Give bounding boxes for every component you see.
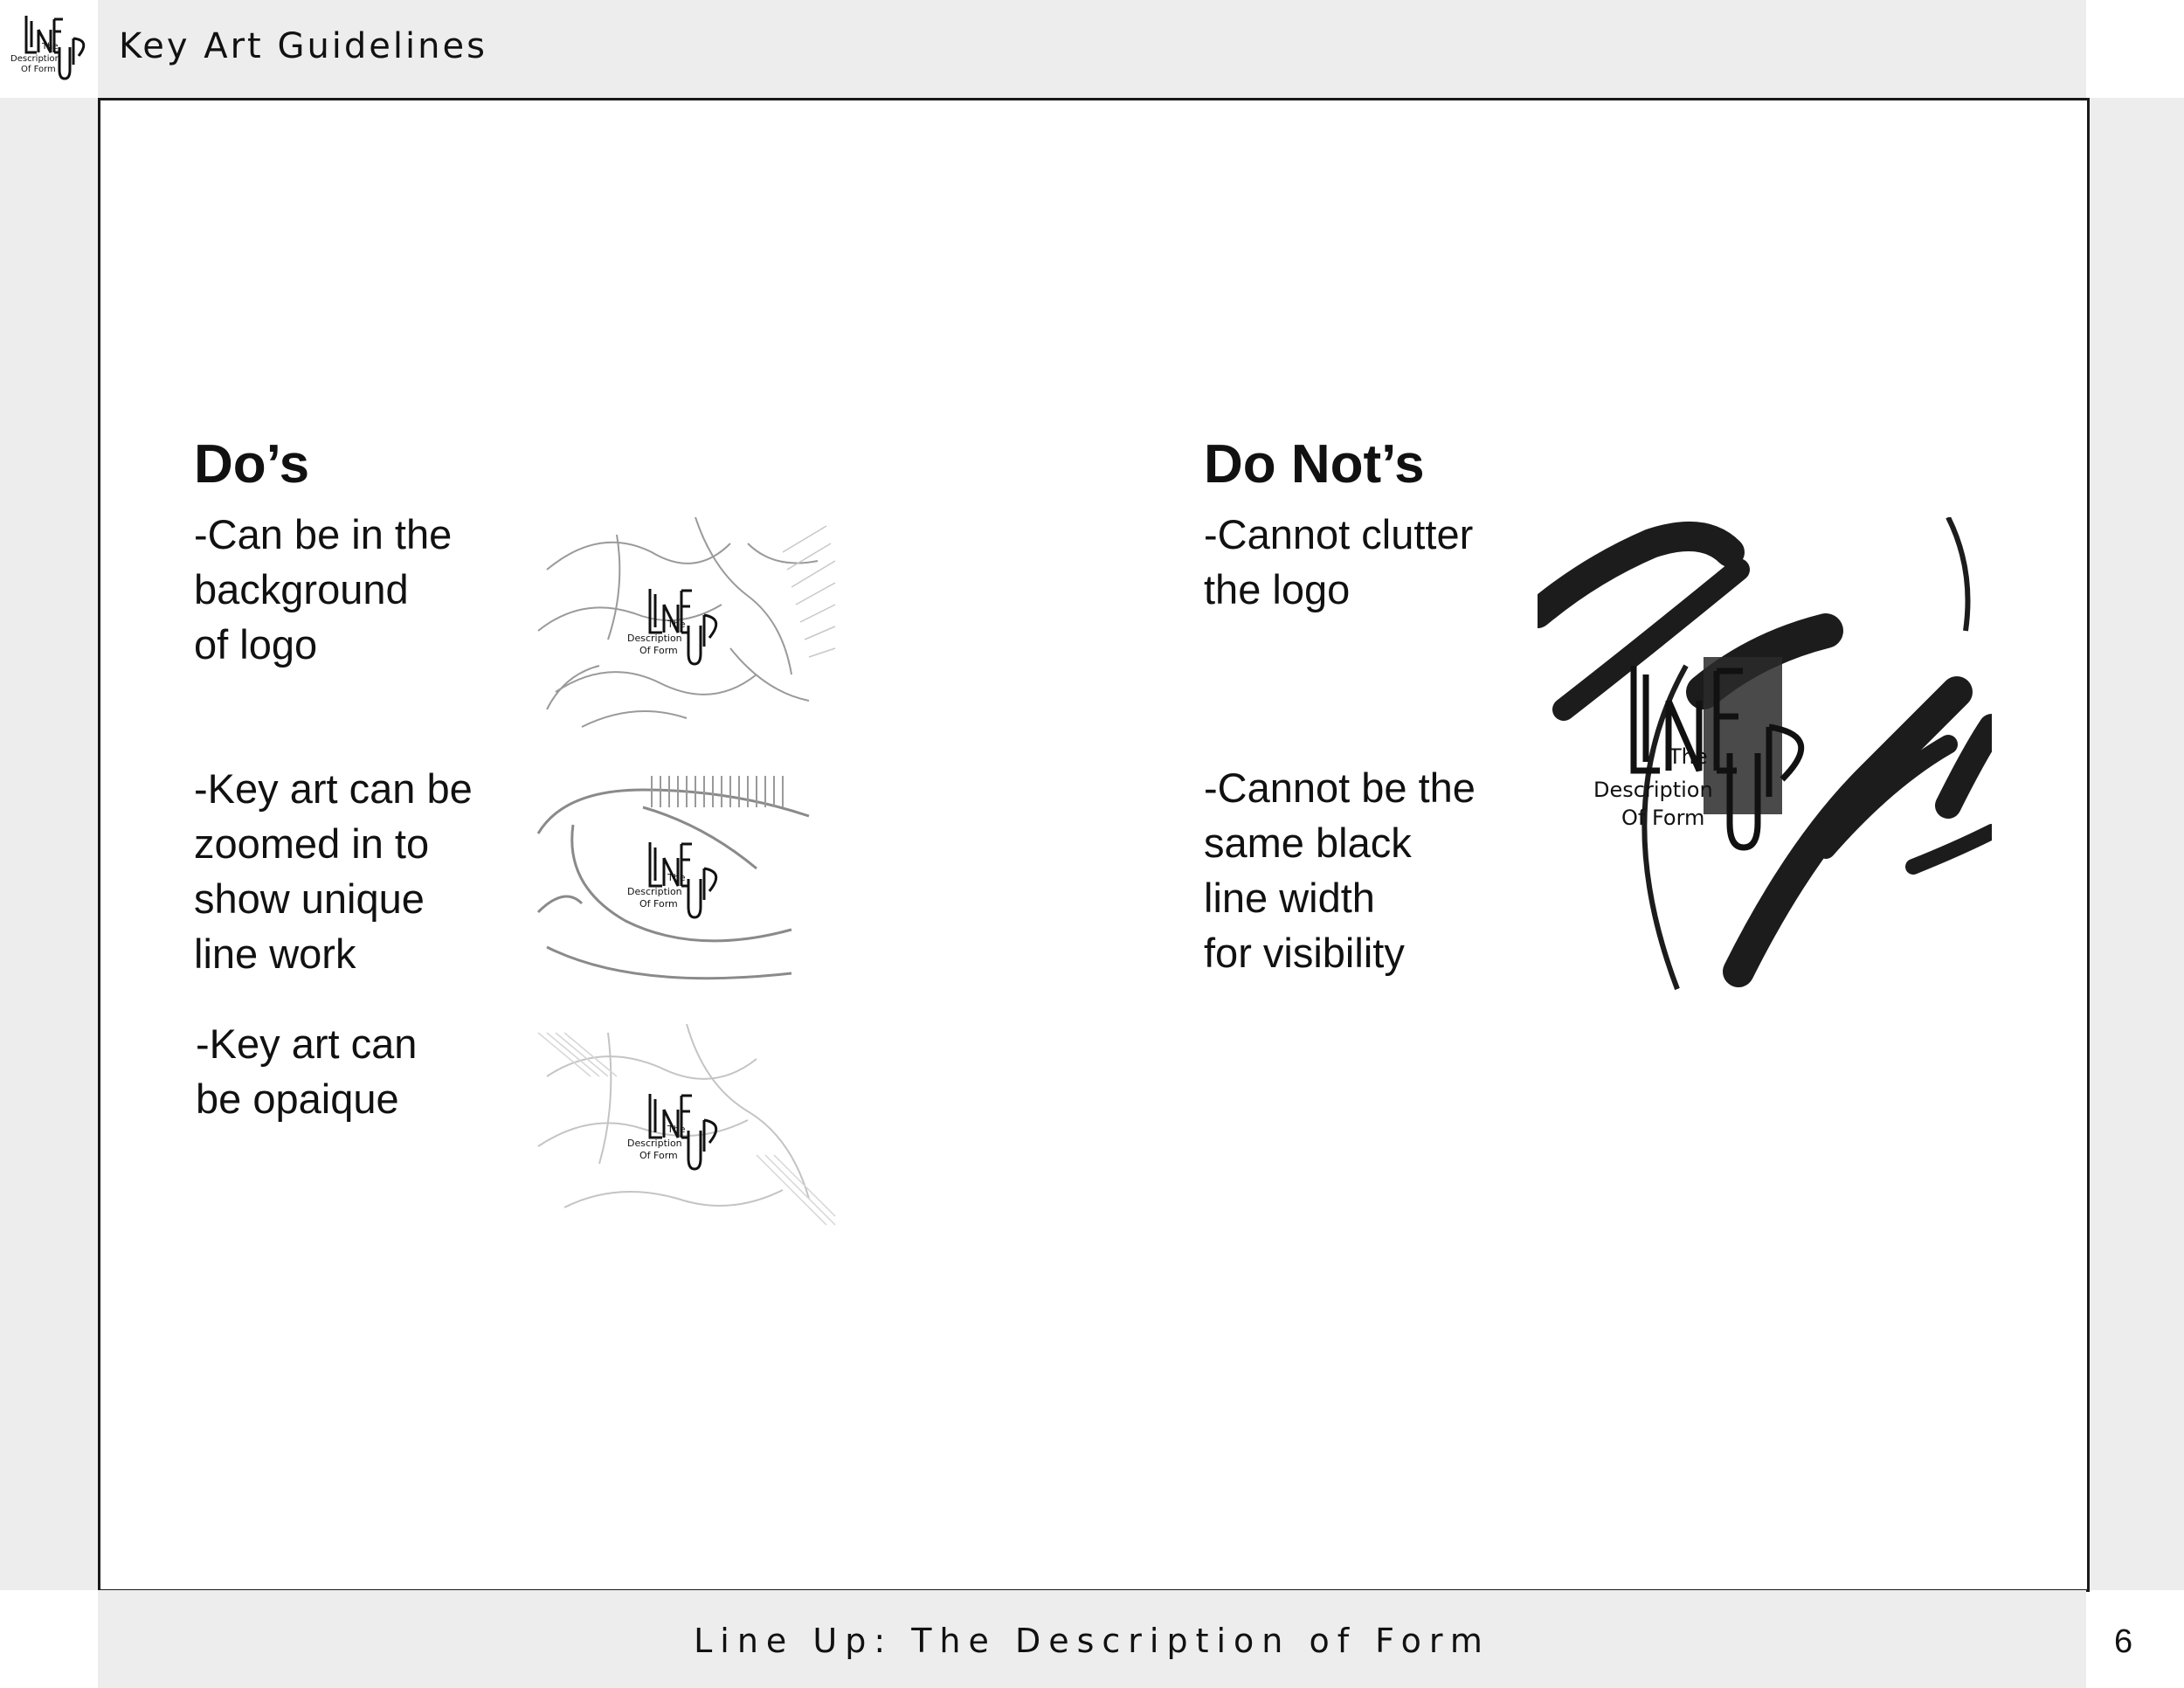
svg-text:The: The (1669, 744, 1708, 769)
sketch-zoomed-logo-image (529, 772, 837, 993)
svg-text:The: The (667, 872, 686, 883)
svg-text:Of Form: Of Form (639, 645, 678, 656)
svg-text:Of Form: Of Form (1621, 806, 1705, 830)
sketch-opaque-logo-image (529, 1024, 837, 1244)
left-margin-band (0, 98, 98, 1590)
donts-heading: Do Not’s (1204, 434, 1425, 495)
dos-heading: Do’s (194, 434, 310, 495)
dos-item-2-text: -Key art can be zoomed in to show unique line work (194, 765, 473, 977)
donts-item-1-text: -Cannot clutter the logo (1204, 511, 1474, 612)
donts-item-2-text: -Cannot be the same black line width for visibility (1204, 764, 1476, 976)
svg-text:Of Form: Of Form (639, 1150, 678, 1161)
right-margin-band (2086, 98, 2184, 1590)
dos-item-1-text: -Can be in the background of logo (194, 511, 453, 668)
svg-text:Of Form: Of Form (21, 65, 56, 74)
page-number: 6 (2114, 1623, 2133, 1660)
svg-text:Of Form: Of Form (639, 898, 678, 910)
svg-text:Description: Description (627, 1138, 682, 1149)
dos-item-3-text: -Key art can be opaique (196, 1020, 418, 1122)
svg-text:Description: Description (10, 54, 60, 64)
footer-bar (98, 1590, 2086, 1688)
footer-title: Line Up: The Description of Form (694, 1622, 1490, 1660)
lineup-logo-icon (0, 0, 98, 98)
svg-text:Description: Description (1593, 778, 1713, 802)
svg-text:Description: Description (627, 633, 682, 644)
svg-text:The: The (42, 42, 59, 52)
sketch-background-logo-image (529, 517, 837, 737)
header-bar (0, 0, 2086, 98)
page-title: Key Art Guidelines (119, 26, 487, 66)
bold-strokes-cluttered-logo-image (1538, 517, 1992, 993)
svg-text:The: The (667, 1124, 686, 1135)
svg-text:Description: Description (627, 886, 682, 897)
svg-text:The: The (667, 619, 686, 630)
